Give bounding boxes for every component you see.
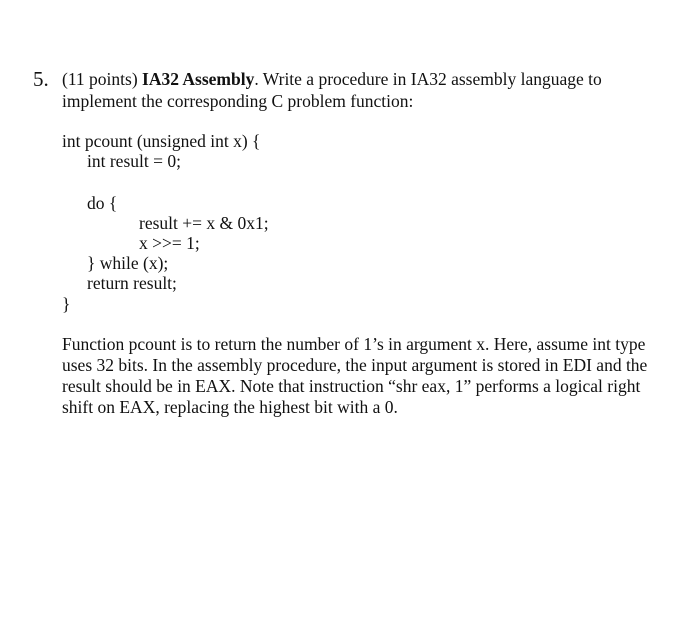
code-line-8: } bbox=[62, 294, 71, 314]
question-topic: IA32 Assembly bbox=[142, 69, 255, 89]
description-line-1: Function pcount is to return the number of 1’s in argument x. Here, assume int type bbox=[62, 334, 646, 354]
code-line-2: int result = 0; bbox=[87, 151, 181, 171]
question-points: (11 points) bbox=[62, 69, 138, 89]
code-line-6: } while (x); bbox=[87, 253, 169, 273]
question-intro-rest: . Write a procedure in IA32 assembly language to bbox=[254, 69, 602, 89]
question-number: 5. bbox=[33, 67, 49, 91]
question-intro-line-1 bbox=[62, 69, 602, 89]
code-line-3: do { bbox=[87, 193, 118, 213]
description-line-4: shift on EAX, replacing the highest bit with a 0. bbox=[62, 397, 398, 417]
description-line-2: uses 32 bits. In the assembly procedure, the input argument is stored in EDI and the bbox=[62, 355, 648, 375]
code-line-5: x >>= 1; bbox=[139, 233, 200, 253]
description-line-3: result should be in EAX. Note that instruction “shr eax, 1” performs a logical right bbox=[62, 376, 641, 396]
question-intro-line-2: implement the corresponding C problem function: bbox=[62, 91, 414, 111]
code-line-7: return result; bbox=[87, 273, 177, 293]
code-line-1: int pcount (unsigned int x) { bbox=[62, 131, 261, 151]
code-line-4: result += x & 0x1; bbox=[139, 213, 269, 233]
